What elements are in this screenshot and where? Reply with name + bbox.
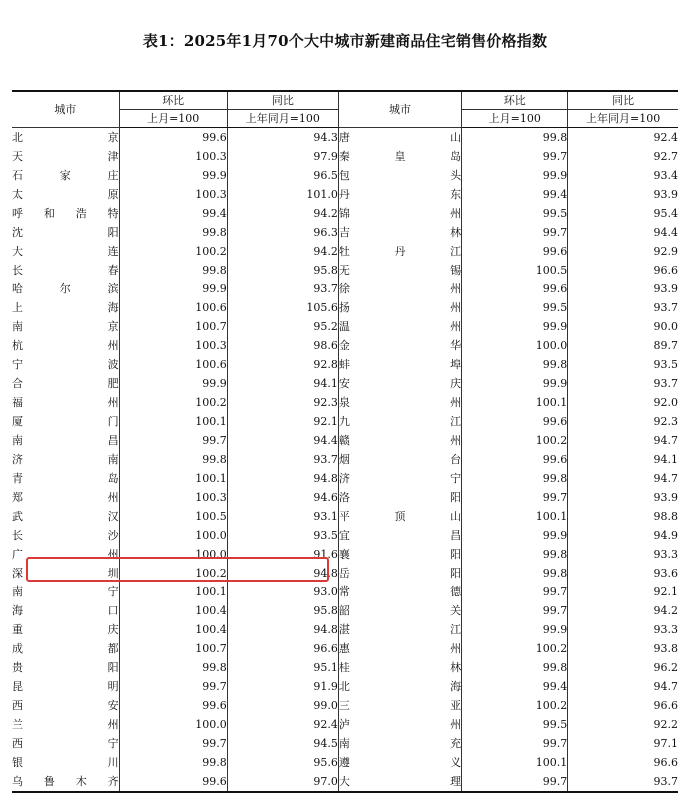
table-row <box>12 336 678 355</box>
mom-cell-right: 99.5 <box>462 715 568 734</box>
city-cell-left: 济南 <box>12 450 119 469</box>
city-cell-left: 西宁 <box>12 734 119 753</box>
yoy-cell-right: 93.6 <box>653 566 678 580</box>
mom-cell-left: 100.6 <box>119 298 227 317</box>
yoy-cell-right: 96.6 <box>653 263 678 277</box>
mom-cell-right: 99.8 <box>462 469 568 488</box>
city-cell-right: 锦州 <box>338 204 461 223</box>
city-cell-left: 青岛 <box>12 469 119 488</box>
table-row <box>12 658 678 677</box>
city-cell-left: 成都 <box>12 639 119 658</box>
table-row <box>12 639 678 658</box>
table-row <box>12 488 678 507</box>
price-index-table-container <box>12 90 678 792</box>
table-row <box>12 696 678 715</box>
yoy-cell-left: 96.6 <box>227 639 338 658</box>
yoy-cell-right: 93.9 <box>653 490 678 504</box>
mom-cell-left: 100.6 <box>119 355 227 374</box>
yoy-cell-right: 92.4 <box>653 130 678 144</box>
yoy-cell-right: 90.0 <box>653 320 678 334</box>
city-cell-right: 吉林 <box>338 223 461 242</box>
yoy-cell-right: 97.1 <box>653 736 678 750</box>
yoy-cell-right: 92.0 <box>653 396 678 410</box>
mom-cell-left: 100.3 <box>119 336 227 355</box>
yoy-cell-left: 95.1 <box>227 658 338 677</box>
mom-cell-right: 99.7 <box>462 488 568 507</box>
mom-cell-right: 99.7 <box>462 147 568 166</box>
yoy-cell-left: 94.5 <box>227 734 338 753</box>
yoy-cell-right: 96.6 <box>653 755 678 769</box>
city-cell-left: 兰州 <box>12 715 119 734</box>
yoy-cell-right: 93.8 <box>653 642 678 656</box>
mom-cell-left: 99.9 <box>119 374 227 393</box>
mom-cell-left: 100.0 <box>119 715 227 734</box>
yoy-cell-left: 99.0 <box>227 696 338 715</box>
mom-cell-left: 99.7 <box>119 734 227 753</box>
mom-cell-right: 99.6 <box>462 280 568 299</box>
mom-cell-right: 99.4 <box>462 677 568 696</box>
mom-cell-left: 99.7 <box>119 677 227 696</box>
table-row <box>12 242 678 261</box>
yoy-cell-right: 93.7 <box>653 377 678 391</box>
table-title: 表1：2025年1月70个大中城市新建商品住宅销售价格指数 <box>142 32 548 50</box>
city-cell-left: 沈阳 <box>12 223 119 242</box>
city-cell-right: 三亚 <box>338 696 461 715</box>
yoy-cell-left: 92.4 <box>227 715 338 734</box>
yoy-cell-right: 93.3 <box>653 623 678 637</box>
mom-cell-right: 99.8 <box>462 658 568 677</box>
city-cell-right: 桂林 <box>338 658 461 677</box>
table-body <box>12 128 678 792</box>
city-cell-left: 武汉 <box>12 507 119 526</box>
mom-cell-left: 100.4 <box>119 620 227 639</box>
yoy-cell-left: 98.6 <box>227 336 338 355</box>
city-cell-left: 天津 <box>12 147 119 166</box>
yoy-cell-left: 101.0 <box>227 185 338 204</box>
yoy-cell-left: 97.9 <box>227 147 338 166</box>
mom-cell-right: 99.4 <box>462 185 568 204</box>
table-row <box>12 355 678 374</box>
mom-cell-right: 100.2 <box>462 696 568 715</box>
mom-cell-left: 100.0 <box>119 526 227 545</box>
city-cell-right: 常德 <box>338 583 461 602</box>
mom-cell-right: 99.5 <box>462 204 568 223</box>
yoy-cell-right: 93.9 <box>653 187 678 201</box>
mom-cell-left: 100.5 <box>119 507 227 526</box>
city-cell-left: 长沙 <box>12 526 119 545</box>
city-cell-right: 秦皇岛 <box>338 147 461 166</box>
table-row <box>12 545 678 564</box>
table-row <box>12 601 678 620</box>
mom-cell-right: 99.9 <box>462 317 568 336</box>
city-cell-left: 海口 <box>12 601 119 620</box>
mom-cell-left: 99.8 <box>119 753 227 772</box>
yoy-cell-left: 94.6 <box>227 488 338 507</box>
table-row <box>12 128 678 147</box>
city-cell-right: 烟台 <box>338 450 461 469</box>
table-row <box>12 772 678 792</box>
mom-cell-right: 99.9 <box>462 620 568 639</box>
city-cell-right: 洛阳 <box>338 488 461 507</box>
table-row <box>12 583 678 602</box>
city-cell-left: 合肥 <box>12 374 119 393</box>
table-row <box>12 317 678 336</box>
yoy-cell-right: 93.5 <box>653 358 678 372</box>
table-row <box>12 393 678 412</box>
yoy-cell-left: 94.4 <box>227 431 338 450</box>
mom-cell-left: 100.1 <box>119 412 227 431</box>
city-cell-right: 温州 <box>338 317 461 336</box>
yoy-cell-right: 94.7 <box>653 433 678 447</box>
city-cell-left: 南昌 <box>12 431 119 450</box>
city-cell-left: 重庆 <box>12 620 119 639</box>
col-header-yoy-left: 同比 <box>227 91 338 110</box>
city-cell-left: 广州 <box>12 545 119 564</box>
table-row <box>12 185 678 204</box>
mom-cell-right: 100.5 <box>462 261 568 280</box>
city-cell-right: 大理 <box>338 772 461 792</box>
yoy-cell-left: 95.6 <box>227 753 338 772</box>
yoy-cell-left: 94.8 <box>227 469 338 488</box>
mom-cell-left: 99.9 <box>119 166 227 185</box>
city-cell-left: 上海 <box>12 298 119 317</box>
city-cell-right: 北海 <box>338 677 461 696</box>
city-cell-right: 徐州 <box>338 280 461 299</box>
city-cell-left: 宁波 <box>12 355 119 374</box>
city-cell-left: 杭州 <box>12 336 119 355</box>
mom-cell-left: 99.8 <box>119 223 227 242</box>
yoy-cell-left: 93.7 <box>227 450 338 469</box>
mom-cell-right: 99.9 <box>462 374 568 393</box>
mom-cell-left: 99.6 <box>119 772 227 792</box>
mom-cell-right: 99.6 <box>462 242 568 261</box>
city-cell-left: 大连 <box>12 242 119 261</box>
table-row <box>12 166 678 185</box>
yoy-cell-right: 93.7 <box>568 772 678 792</box>
mom-cell-left: 99.9 <box>119 280 227 299</box>
city-cell-left: 呼和浩特 <box>12 204 119 223</box>
city-cell-left: 南京 <box>12 317 119 336</box>
yoy-cell-left: 95.8 <box>227 601 338 620</box>
yoy-cell-right: 92.9 <box>653 244 678 258</box>
table-row <box>12 450 678 469</box>
col-subheader-mom-right: 上月=100 <box>462 110 568 128</box>
city-cell-right: 湛江 <box>338 620 461 639</box>
table-row <box>12 734 678 753</box>
table-row <box>12 412 678 431</box>
table-row <box>12 620 678 639</box>
city-cell-right: 惠州 <box>338 639 461 658</box>
city-cell-left: 西安 <box>12 696 119 715</box>
city-cell-right: 扬州 <box>338 298 461 317</box>
city-cell-left: 哈尔滨 <box>12 280 119 299</box>
col-subheader-yoy-right: 上年同月=100 <box>568 110 678 128</box>
mom-cell-left: 100.2 <box>119 393 227 412</box>
yoy-cell-right: 94.7 <box>653 471 678 485</box>
city-cell-left: 乌鲁木齐 <box>12 772 119 792</box>
city-cell-right: 岳阳 <box>338 564 461 583</box>
yoy-cell-left: 93.5 <box>227 526 338 545</box>
mom-cell-right: 99.9 <box>462 166 568 185</box>
city-cell-right: 蚌埠 <box>338 355 461 374</box>
mom-cell-left: 100.1 <box>119 583 227 602</box>
table-row <box>12 526 678 545</box>
city-cell-right: 金华 <box>338 336 461 355</box>
table-row <box>12 280 678 299</box>
mom-cell-left: 99.6 <box>119 128 227 147</box>
city-cell-right: 九江 <box>338 412 461 431</box>
yoy-cell-right: 92.2 <box>653 718 678 732</box>
mom-cell-right: 99.8 <box>462 564 568 583</box>
mom-cell-right: 99.7 <box>462 734 568 753</box>
mom-cell-right: 100.0 <box>462 336 568 355</box>
table-row <box>12 507 678 526</box>
table-row <box>12 677 678 696</box>
city-cell-left: 福州 <box>12 393 119 412</box>
yoy-cell-right: 89.7 <box>653 339 678 353</box>
mom-cell-left: 99.8 <box>119 658 227 677</box>
city-cell-right: 泸州 <box>338 715 461 734</box>
mom-cell-left: 100.2 <box>119 564 227 583</box>
city-cell-left: 北京 <box>12 128 119 147</box>
mom-cell-left: 100.1 <box>119 469 227 488</box>
yoy-cell-left: 92.8 <box>227 355 338 374</box>
mom-cell-right: 99.7 <box>462 223 568 242</box>
mom-cell-right: 99.9 <box>462 526 568 545</box>
city-cell-right: 济宁 <box>338 469 461 488</box>
city-cell-left: 太原 <box>12 185 119 204</box>
col-header-city-right: 城市 <box>338 91 461 128</box>
table-row <box>12 223 678 242</box>
table-row <box>12 431 678 450</box>
yoy-cell-right: 94.9 <box>653 528 678 542</box>
yoy-cell-left: 91.9 <box>227 677 338 696</box>
yoy-cell-right: 93.4 <box>653 168 678 182</box>
mom-cell-left: 100.4 <box>119 601 227 620</box>
city-cell-right: 安庆 <box>338 374 461 393</box>
mom-cell-left: 100.3 <box>119 185 227 204</box>
city-cell-right: 丹东 <box>338 185 461 204</box>
yoy-cell-right: 94.7 <box>653 680 678 694</box>
yoy-cell-left: 94.8 <box>227 564 338 583</box>
city-cell-left: 南宁 <box>12 583 119 602</box>
city-cell-left: 深圳 <box>12 564 119 583</box>
yoy-cell-right: 94.2 <box>653 604 678 618</box>
mom-cell-left: 100.3 <box>119 147 227 166</box>
yoy-cell-right: 96.2 <box>653 661 678 675</box>
city-cell-right: 无锡 <box>338 261 461 280</box>
mom-cell-left: 100.2 <box>119 242 227 261</box>
mom-cell-right: 100.2 <box>462 639 568 658</box>
mom-cell-left: 100.7 <box>119 317 227 336</box>
city-cell-right: 唐山 <box>338 128 461 147</box>
mom-cell-right: 100.1 <box>462 507 568 526</box>
city-cell-right: 韶关 <box>338 601 461 620</box>
city-cell-left: 长春 <box>12 261 119 280</box>
city-cell-left: 昆明 <box>12 677 119 696</box>
mom-cell-left: 99.4 <box>119 204 227 223</box>
yoy-cell-left: 94.3 <box>227 128 338 147</box>
yoy-cell-right: 92.3 <box>653 415 678 429</box>
mom-cell-right: 99.7 <box>462 601 568 620</box>
mom-cell-left: 100.0 <box>119 545 227 564</box>
yoy-cell-left: 95.8 <box>227 261 338 280</box>
table-row <box>12 147 678 166</box>
city-cell-right: 宜昌 <box>338 526 461 545</box>
table-row <box>12 469 678 488</box>
col-header-yoy-right: 同比 <box>568 91 678 110</box>
city-cell-left: 贵阳 <box>12 658 119 677</box>
city-cell-right: 襄阳 <box>338 545 461 564</box>
table-row <box>12 261 678 280</box>
yoy-cell-right: 93.7 <box>653 301 678 315</box>
table-row <box>12 753 678 772</box>
yoy-cell-right: 94.1 <box>653 452 678 466</box>
mom-cell-left: 100.7 <box>119 639 227 658</box>
yoy-cell-left: 96.5 <box>227 166 338 185</box>
mom-cell-left: 99.8 <box>119 261 227 280</box>
city-cell-right: 包头 <box>338 166 461 185</box>
yoy-cell-right: 96.6 <box>653 699 678 713</box>
mom-cell-right: 99.7 <box>462 772 568 792</box>
yoy-cell-left: 97.0 <box>227 772 338 792</box>
mom-cell-left: 99.6 <box>119 696 227 715</box>
mom-cell-left: 100.3 <box>119 488 227 507</box>
mom-cell-right: 99.8 <box>462 128 568 147</box>
yoy-cell-left: 96.3 <box>227 223 338 242</box>
col-header-mom-right: 环比 <box>462 91 568 110</box>
yoy-cell-right: 94.4 <box>653 225 678 239</box>
city-cell-left: 银川 <box>12 753 119 772</box>
yoy-cell-right: 95.4 <box>653 206 678 220</box>
yoy-cell-left: 93.0 <box>227 583 338 602</box>
city-cell-right: 南充 <box>338 734 461 753</box>
mom-cell-right: 99.6 <box>462 450 568 469</box>
yoy-cell-left: 92.1 <box>227 412 338 431</box>
city-cell-left: 厦门 <box>12 412 119 431</box>
yoy-cell-left: 92.3 <box>227 393 338 412</box>
mom-cell-right: 99.6 <box>462 412 568 431</box>
col-header-mom-left: 环比 <box>119 91 227 110</box>
mom-cell-right: 99.8 <box>462 355 568 374</box>
table-row <box>12 298 678 317</box>
yoy-cell-left: 105.6 <box>227 298 338 317</box>
table-row <box>12 204 678 223</box>
table-row <box>12 564 678 583</box>
yoy-cell-left: 93.7 <box>227 280 338 299</box>
col-subheader-mom-left: 上月=100 <box>119 110 227 128</box>
city-cell-left: 石家庄 <box>12 166 119 185</box>
col-subheader-yoy-left: 上年同月=100 <box>227 110 338 128</box>
yoy-cell-left: 94.2 <box>227 204 338 223</box>
mom-cell-right: 100.2 <box>462 431 568 450</box>
table-row <box>12 374 678 393</box>
mom-cell-left: 99.8 <box>119 450 227 469</box>
price-index-table <box>12 90 678 793</box>
yoy-cell-right: 92.1 <box>653 585 678 599</box>
yoy-cell-left: 95.2 <box>227 317 338 336</box>
mom-cell-left: 99.7 <box>119 431 227 450</box>
city-cell-right: 牡丹江 <box>338 242 461 261</box>
yoy-cell-left: 91.6 <box>227 545 338 564</box>
yoy-cell-left: 94.2 <box>227 242 338 261</box>
mom-cell-right: 99.5 <box>462 298 568 317</box>
city-cell-right: 赣州 <box>338 431 461 450</box>
mom-cell-right: 99.8 <box>462 545 568 564</box>
yoy-cell-right: 93.3 <box>653 547 678 561</box>
mom-cell-right: 100.1 <box>462 753 568 772</box>
yoy-cell-left: 93.1 <box>227 507 338 526</box>
col-header-city-left: 城市 <box>12 91 119 128</box>
yoy-cell-right: 93.9 <box>653 282 678 296</box>
city-cell-right: 平顶山 <box>338 507 461 526</box>
yoy-cell-right: 92.7 <box>653 149 678 163</box>
yoy-cell-left: 94.1 <box>227 374 338 393</box>
mom-cell-right: 100.1 <box>462 393 568 412</box>
city-cell-left: 郑州 <box>12 488 119 507</box>
table-row <box>12 715 678 734</box>
yoy-cell-left: 94.8 <box>227 620 338 639</box>
city-cell-right: 遵义 <box>338 753 461 772</box>
mom-cell-right: 99.7 <box>462 583 568 602</box>
city-cell-right: 泉州 <box>338 393 461 412</box>
yoy-cell-right: 98.8 <box>653 509 678 523</box>
